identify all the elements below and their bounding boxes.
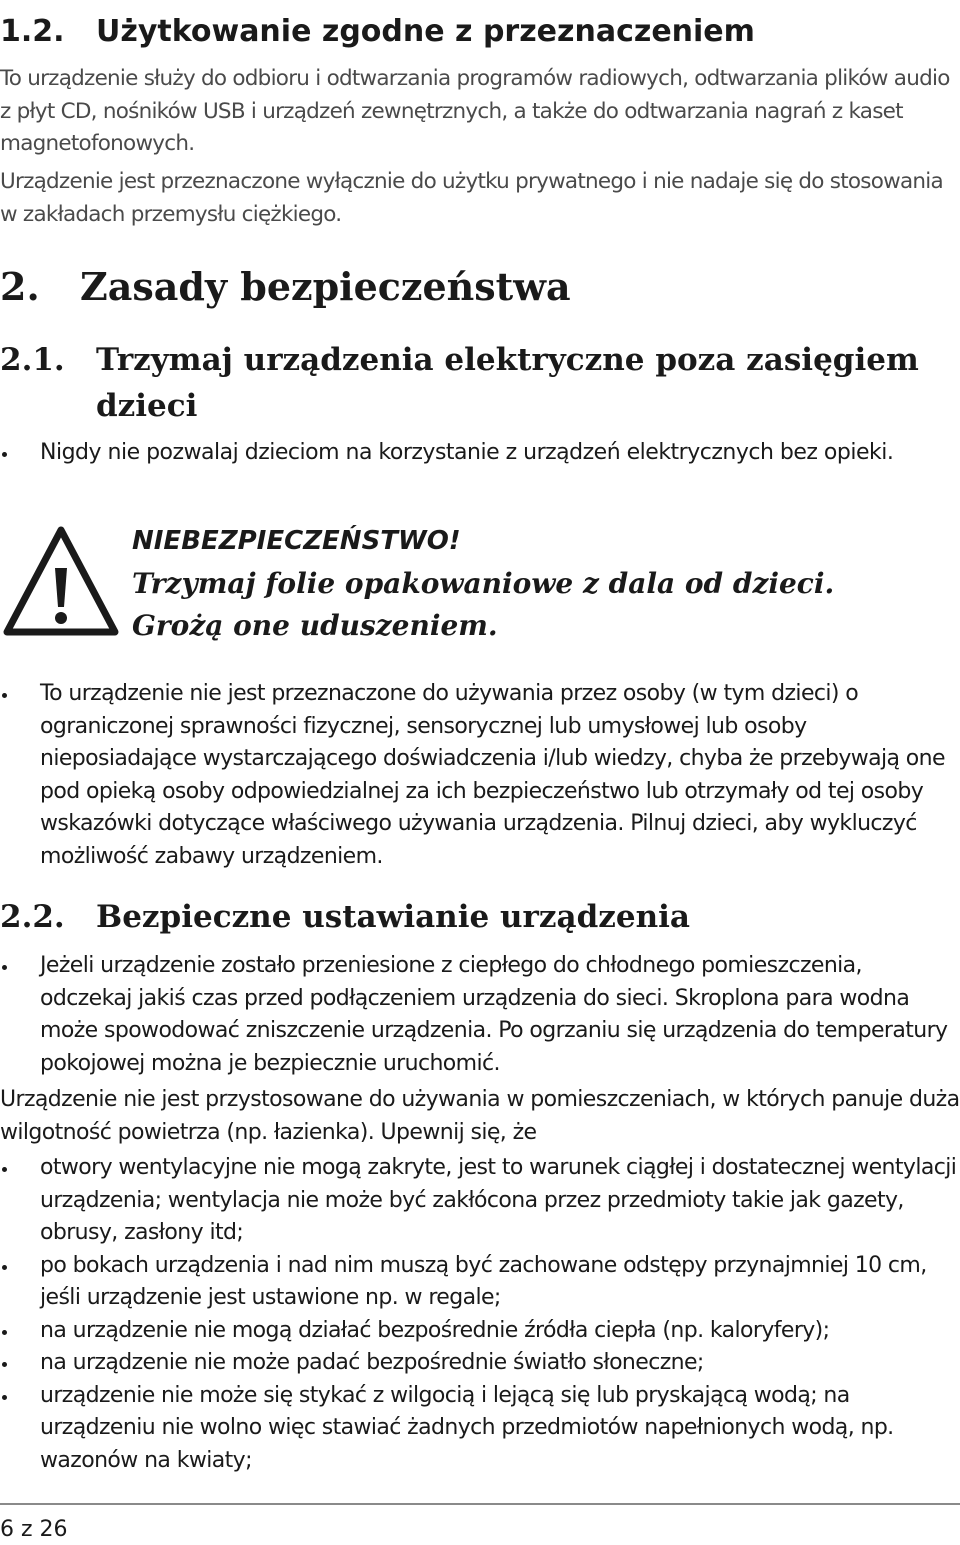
section-2-2-heading [0, 894, 690, 940]
bullet-dot [2, 452, 7, 457]
bullet-dot [2, 965, 7, 970]
section-number: 2.1. [0, 342, 65, 378]
bullet-dot [2, 1167, 7, 1172]
list-item-text: urządzenie nie może się stykać z wilgocią i lejącą się lub pryskającą wodą; na urządzeniu nie wolno więc stawiać żadnych przedmiotów napełnionych wodą, np. wazonów na kwiaty; [40, 1382, 894, 1473]
list-item-text: Nigdy nie pozwalaj dzieciom na korzystanie z urządzeń elektrycznych bez opieki. [40, 440, 894, 465]
warning-title: NIEBEZPIECZEŃSTWO! [132, 526, 461, 556]
list-item-text: na urządzenie nie może padać bezpośrednie światło słoneczne; [40, 1350, 704, 1375]
list-item-text: na urządzenie nie mogą działać bezpośrednie źródła ciepła (np. kaloryfery); [40, 1317, 830, 1343]
chapter-number: 2. [0, 264, 40, 309]
footer-divider [0, 1503, 960, 1505]
intended-use-paragraph: To urządzenie służy do odbioru i odtwarzania programów radiowych, odtwarzania plików audio z płyt CD, nośników USB i urządzeń zewnętrznych, a także do odtwarzania nagrań z kaset magnetofonowych. [0, 66, 950, 156]
bullet-dot [2, 1265, 7, 1270]
list-item-text: Jeżeli urządzenie zostało przeniesione z ciepłego do chłodnego pomieszczenia, odczekaj jakiś czas przed podłączeniem urządzenia do sieci. Skroplona para wodna może spowodować zniszczenie urządzenia. Po ogrzaniu się urządzenia do temperatury pokojowej można je bezpiecznie uruchomić. [40, 953, 948, 1076]
list-item [0, 678, 960, 873]
list-item [0, 1347, 960, 1380]
list-item [0, 950, 960, 1080]
children-bullet-list [0, 437, 960, 470]
page-number: 6 z 26 [0, 1517, 68, 1542]
list-item [0, 1250, 960, 1315]
section-title-line-1: Trzymaj urządzenia elektryczne poza zasięgiem [96, 342, 919, 378]
section-2-1-heading-line-2: dzieci [96, 388, 198, 424]
condensation-bullet-list [0, 950, 960, 1080]
list-item-text: otwory wentylacyjne nie mogą zakryte, jest to warunek ciągłej i dostatecznej wentylacji urządzenia; wentylacja nie może być zakłócona przez przedmioty takie jak gazety, obrusy, zasłony itd; [40, 1155, 957, 1245]
list-item-text: To urządzenie nie jest przeznaczone do używania przez osoby (w tym dzieci) o ograniczonej sprawności fizycznej, sensorycznej lub umysłowej lub osoby nieposiadające wystarczającego doświadczenia i/lub wiedzy, chyba że przebywają one pod opieką osoby odpowiedzialnej za ich bezpieczeństwo lub otrzymały od tej osoby wskazówki dotyczące właściwego używania urządzenia. Pilnuj dzieci, aby wykluczyć możliwość zabawy urządzeniem. [40, 681, 945, 869]
bullet-dot [2, 693, 7, 698]
section-number: 2.2. [0, 899, 65, 935]
list-item-text: po bokach urządzenia i nad nim muszą być zachowane odstępy przynajmniej 10 cm, jeśli urządzenie jest ustawione np. w regale; [40, 1252, 927, 1310]
section-number: 1.2. [0, 14, 65, 49]
list-item [0, 1152, 960, 1250]
section-2-1-heading [0, 337, 919, 383]
bullet-dot [2, 1395, 7, 1400]
list-item [0, 1380, 960, 1478]
bullet-dot [2, 1330, 7, 1335]
chapter-title: Zasady bezpieczeństwa [80, 264, 571, 309]
humidity-paragraph: Urządzenie nie jest przystosowane do używania w pomieszczeniach, w których panuje duża wilgotność powietrza (np. łazienka). Upewnij się, że [0, 1087, 960, 1145]
section-1-2-heading [0, 9, 755, 55]
section-title: Użytkowanie zgodne z przeznaczeniem [96, 14, 755, 49]
section-title: Bezpieczne ustawianie urządzenia [96, 899, 690, 935]
list-item [0, 1315, 960, 1348]
danger-warning [0, 520, 960, 644]
list-item [0, 437, 960, 470]
warning-triangle-icon [2, 524, 120, 642]
chapter-2-heading [0, 262, 571, 312]
capability-bullet-list [0, 678, 960, 873]
warning-text: Trzymaj folie opakowaniowe z dala od dzieci. Grożą one uduszeniem. [132, 567, 835, 642]
placement-bullet-list [0, 1152, 960, 1477]
bullet-dot [2, 1362, 7, 1367]
private-use-paragraph: Urządzenie jest przeznaczone wyłącznie do użytku prywatnego i nie nadaje się do stosowania w zakładach przemysłu ciężkiego. [0, 169, 943, 227]
